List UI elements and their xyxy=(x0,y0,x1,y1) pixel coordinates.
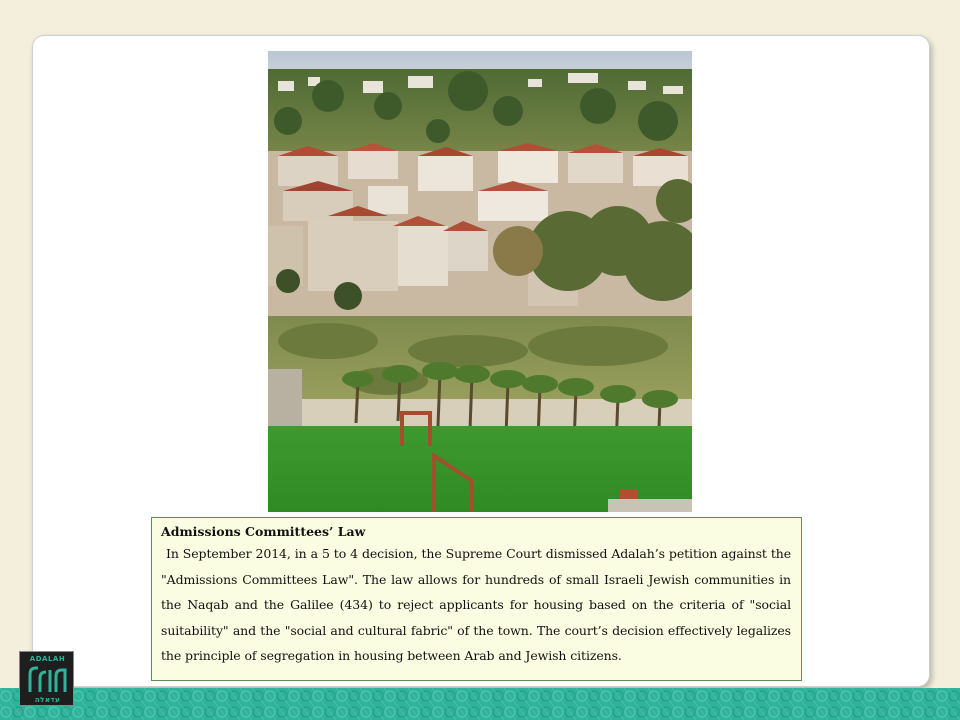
town-photo xyxy=(268,51,692,512)
adalah-logo xyxy=(19,651,74,706)
caption-body: In September 2014, in a 5 to 4 decision, the Supreme Court dismissed Adalah’s petition against the "Admissions Committees Law". The law allows for hundreds of small Israeli Jewish communities in the Naqab and the Galilee (434) to reject applicants for housing based on the criteria of "social suitability" and the "social and cultural fabric" of the town. The court’s decision effectively legalizes the principle of segregation in housing between Arab and Jewish citizens. xyxy=(161,546,791,664)
logo-top-text: ADALAH xyxy=(29,655,66,663)
logo-bottom-text: עדאלה xyxy=(34,696,61,704)
caption-title: Admissions Committees’ Law xyxy=(161,524,366,539)
footer-band xyxy=(0,688,960,720)
logo-mark-icon xyxy=(26,664,69,694)
caption-box xyxy=(151,517,802,681)
